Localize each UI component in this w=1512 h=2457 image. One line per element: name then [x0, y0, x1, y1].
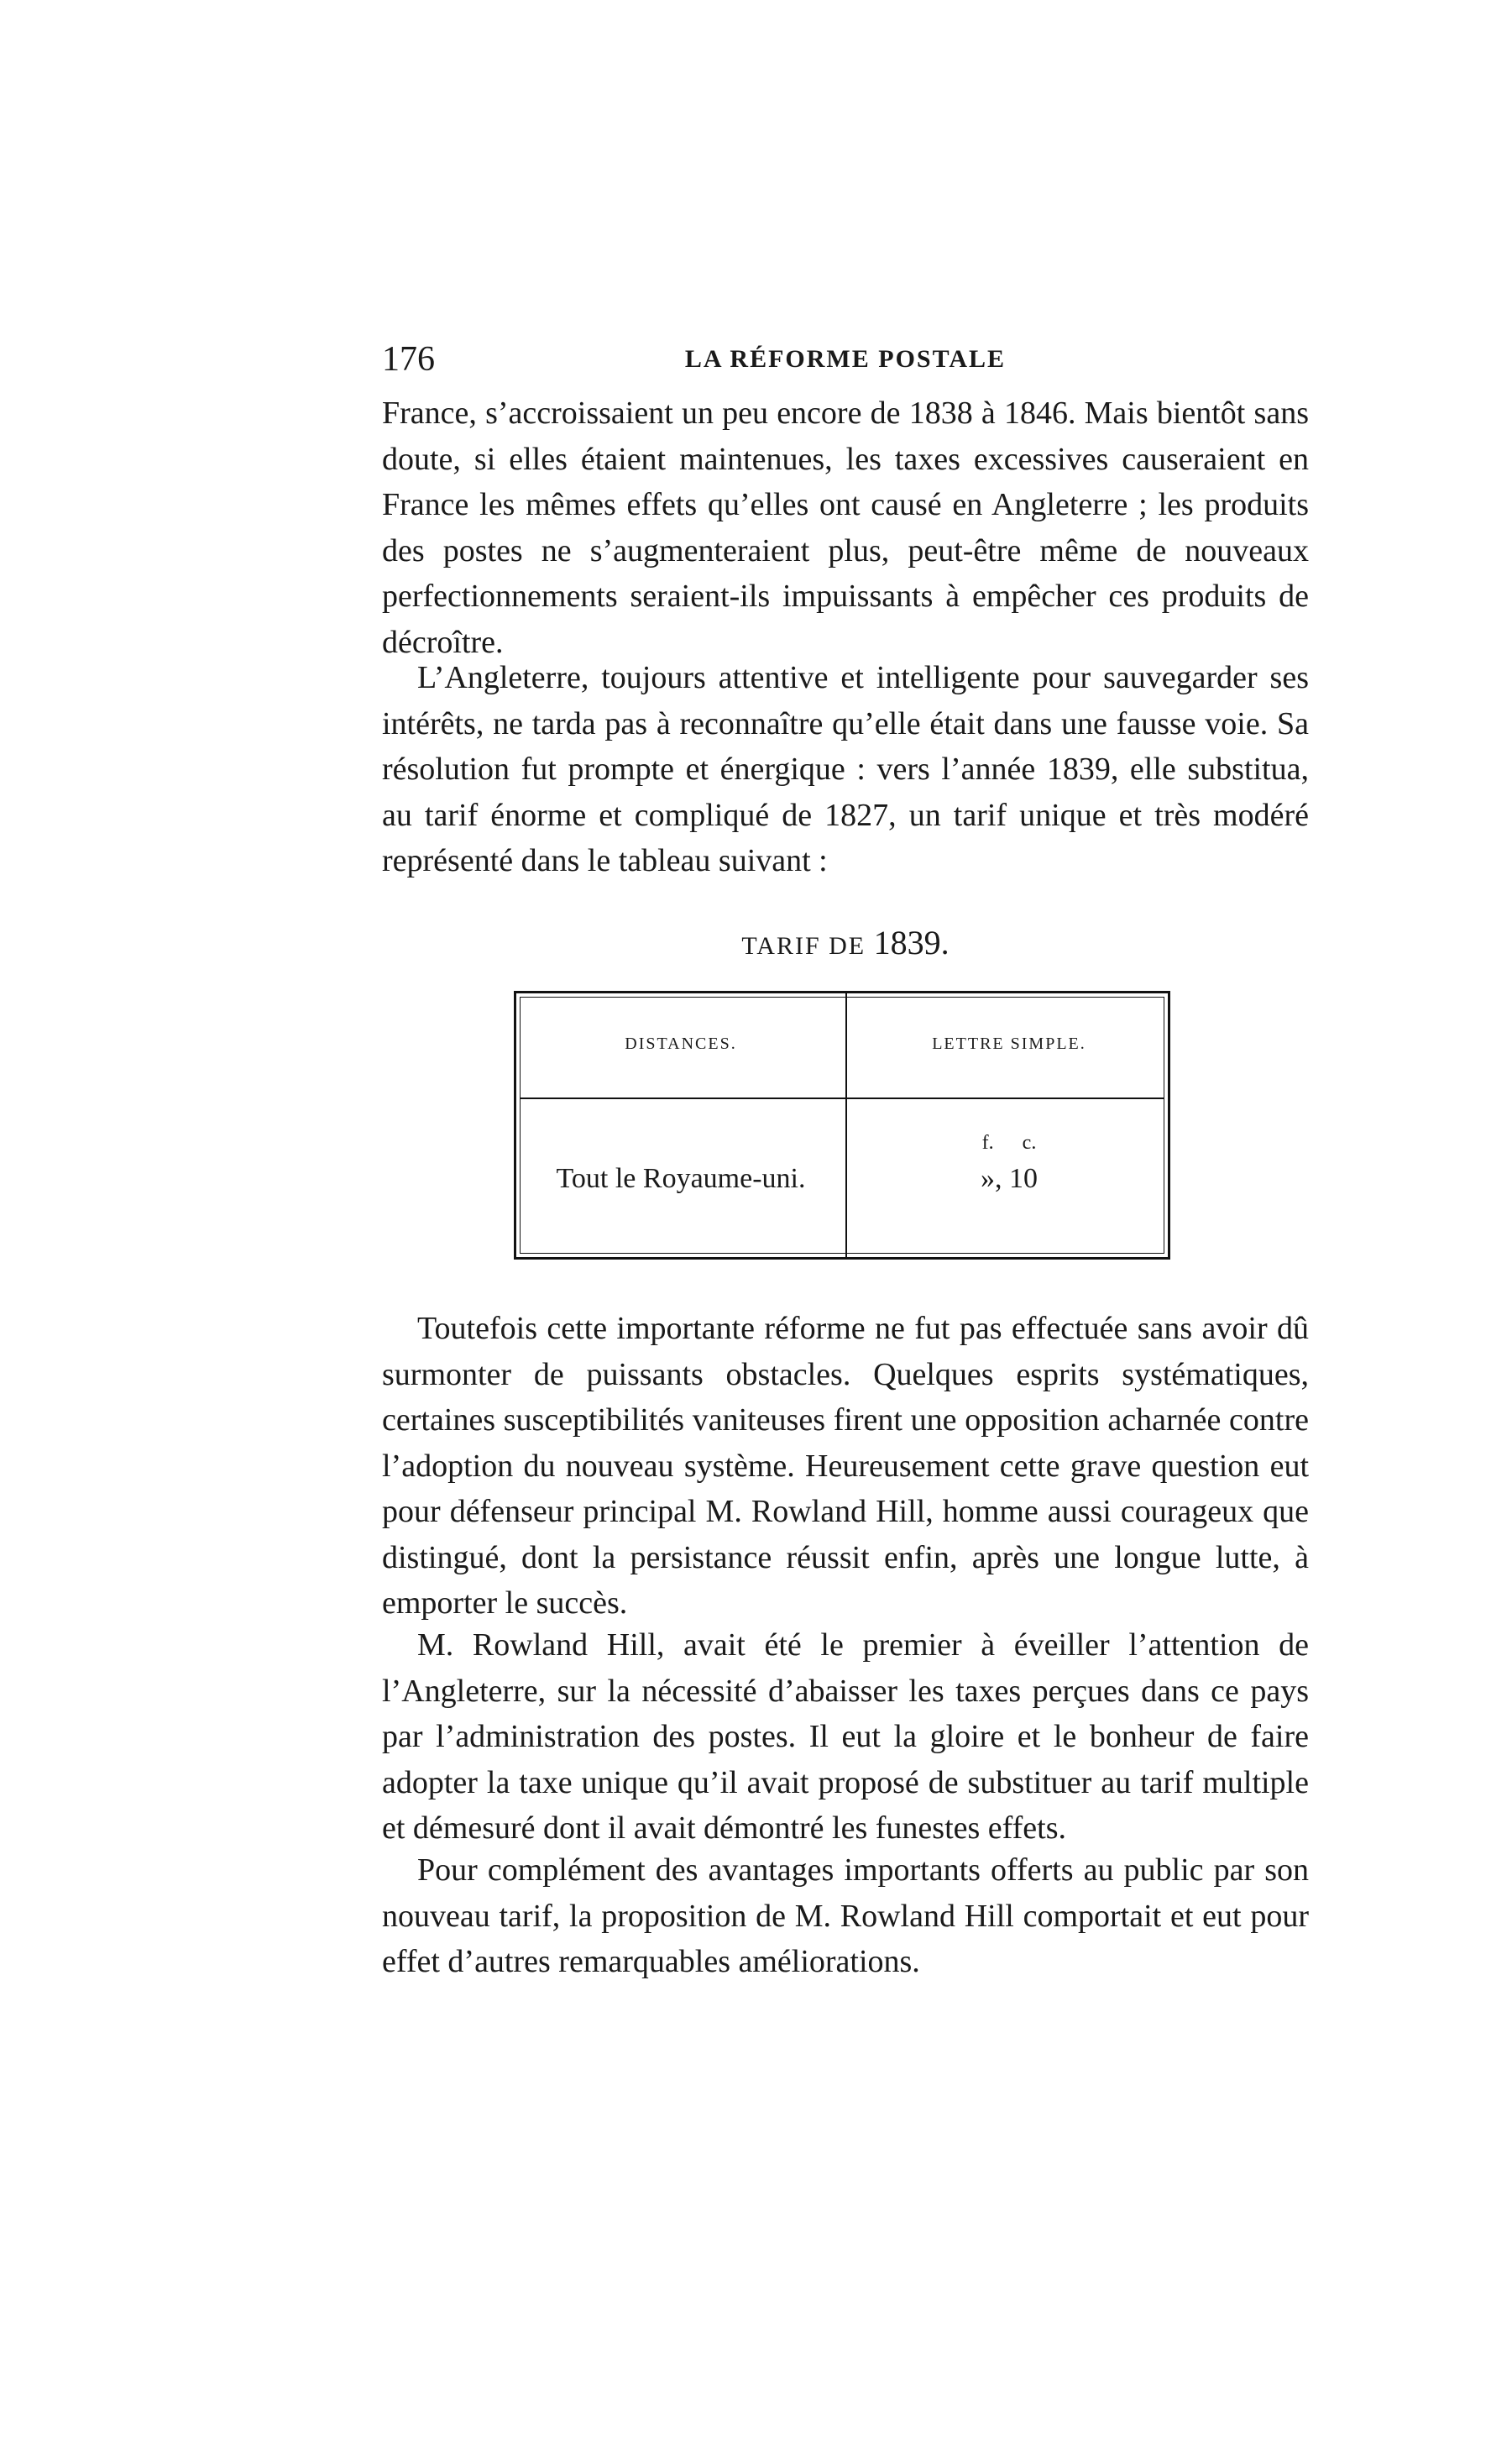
- table-title-prefix: TARIF DE: [741, 932, 866, 960]
- paragraph-4: M. Rowland Hill, avait été le premier à éveiller l’attention de l’Angleterre, sur la nécessité d’abaisser les taxes perçues dans ce pays par l’administration des postes. Il eut la gloire et le bonheur de faire adopter la taxe unique qu’il avait proposé de substituer au tarif multiple et démesuré dont il avait démontré les funestes effets.: [382, 1627, 1309, 1846]
- page-header: [382, 334, 1309, 385]
- paragraph-3: Toutefois cette importante réforme ne fut pas effectuée sans avoir dû surmonter de puissants obstacles. Quelques esprits systématiques, certaines susceptibilités vaniteuses firent une opposition acharnée contre l’adoption du nouveau système. Heureusement cette grave question eut pour défenseur principal M. Rowland Hill, homme aussi courageux que distingué, dont la persistance réussit enfin, après une longue lutte, à emporter le succès.: [382, 1311, 1309, 1621]
- table-row-divider: [520, 1098, 1164, 1099]
- paragraph-2: L’Angleterre, toujours attentive et intelligente pour sauvegarder ses intérêts, ne tarda pas à reconnaître qu’elle était dans une fausse voie. Sa résolution fut prompte et énergique : vers l’année 1839, elle substitua, au tarif énorme et compliqué de 1827, un tarif unique et très modéré représenté dans le tableau suivant :: [382, 660, 1309, 878]
- paragraph-1: France, s’accroissaient un peu encore de 1838 à 1846. Mais bientôt sans doute, si elles étaient maintenues, les taxes excessives causeraient en France les mêmes effets qu’elles ont causé en Angleterre ; les produits des postes ne s’augmenteraient plus, peut-être même de nouveaux perfectionnements seraient-ils impuissants à empêcher ces produits de décroître.: [382, 396, 1309, 660]
- table-title-year: 1839.: [873, 924, 950, 961]
- tariff-table: [514, 991, 1170, 1260]
- paragraph-5: Pour complément des avantages importants offerts au public par son nouveau tarif, la proposition de M. Rowland Hill comportait et eut pour effet d’autres remarquables améliorations.: [382, 1852, 1309, 1979]
- table-cell-price: », 10: [981, 1163, 1038, 1194]
- table-title: [382, 918, 1309, 972]
- running-title: LA RÉFORME POSTALE: [684, 345, 1007, 373]
- table-units: f. c.: [981, 1132, 1037, 1154]
- table-header-distances: DISTANCES.: [625, 1035, 737, 1053]
- table-header-letter: LETTRE SIMPLE.: [932, 1035, 1086, 1053]
- page-number: 176: [382, 340, 435, 379]
- table-cell-distance: Tout le Royaume-uni.: [556, 1163, 806, 1194]
